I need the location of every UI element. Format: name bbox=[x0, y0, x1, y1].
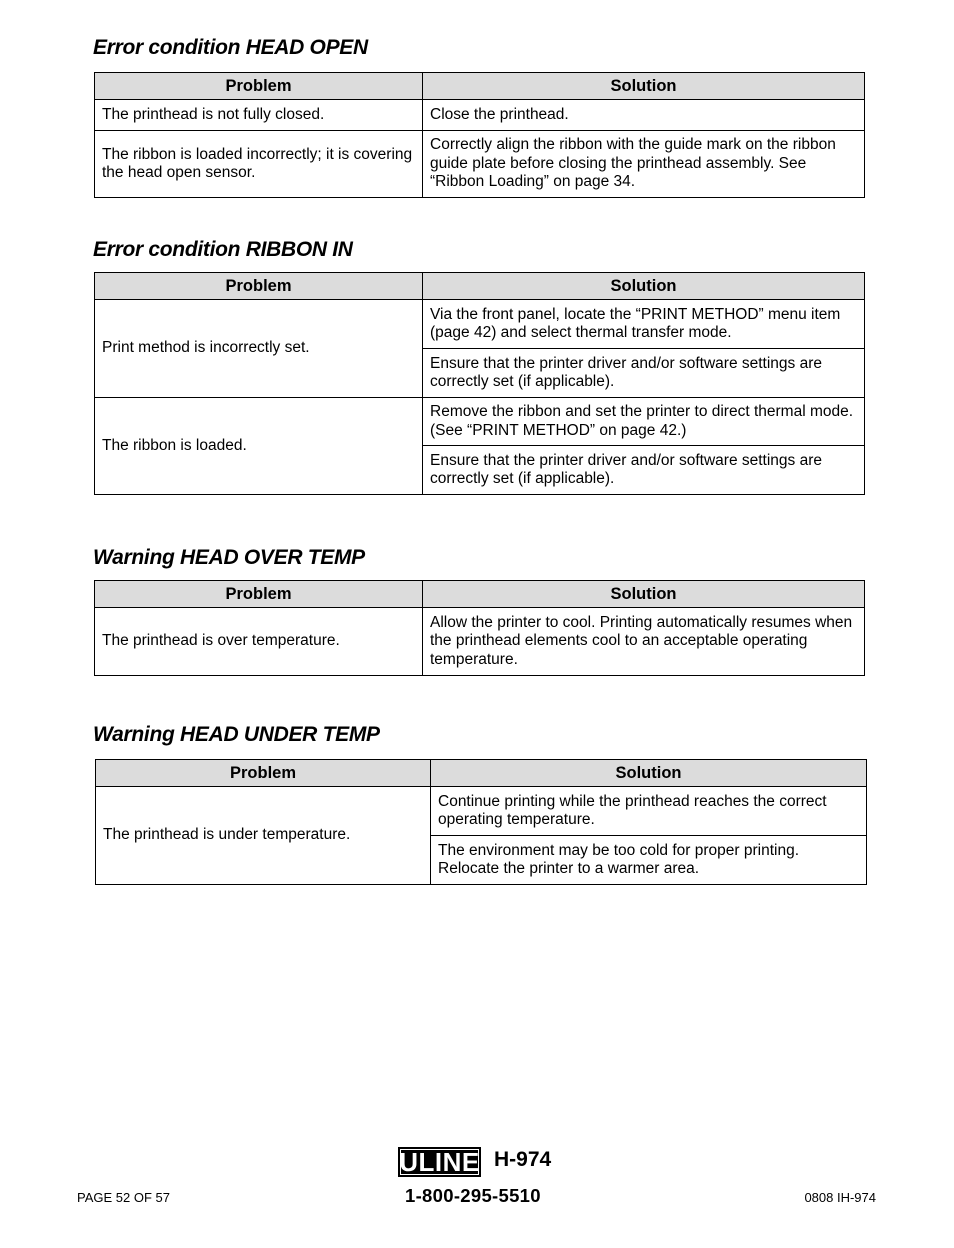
uline-logo: ULINE bbox=[399, 1147, 480, 1177]
table-row bbox=[95, 131, 865, 198]
problem-cell: The ribbon is loaded incorrectly; it is covering the head open sensor. bbox=[95, 131, 423, 198]
solution-cell: Allow the printer to cool. Printing automatically resumes when the printhead elements cool to an acceptable operating temperature. bbox=[423, 608, 865, 676]
problem-cell: The printhead is over temperature. bbox=[95, 608, 423, 676]
problem-header: Problem bbox=[95, 581, 423, 608]
problem-header: Problem bbox=[95, 273, 423, 300]
solution-cell: Ensure that the printer driver and/or software settings are correctly set (if applicable). bbox=[423, 446, 865, 495]
problem-header: Problem bbox=[96, 760, 431, 787]
table-head-over-temp bbox=[94, 580, 865, 676]
table-row bbox=[95, 100, 865, 131]
problem-cell: Print method is incorrectly set. bbox=[95, 300, 423, 398]
solution-cell: Correctly align the ribbon with the guide mark on the ribbon guide plate before closing the printhead assembly. See “Ribbon Loading” on page 34. bbox=[423, 131, 865, 198]
phone-number: 1-800-295-5510 bbox=[405, 1185, 541, 1206]
solution-cell: Continue printing while the printhead reaches the correct operating temperature. bbox=[431, 787, 867, 836]
table-row bbox=[95, 608, 865, 676]
problem-cell: The printhead is under temperature. bbox=[96, 787, 431, 885]
table-head-under-temp bbox=[95, 759, 867, 885]
problem-cell: The ribbon is loaded. bbox=[95, 398, 423, 495]
page-number: PAGE 52 OF 57 bbox=[77, 1190, 170, 1205]
solution-header: Solution bbox=[431, 760, 867, 787]
problem-header: Problem bbox=[95, 73, 423, 100]
model-number: H-974 bbox=[494, 1148, 552, 1171]
document-code: 0808 IH-974 bbox=[804, 1190, 876, 1205]
table-head-open bbox=[94, 72, 865, 198]
table-row bbox=[95, 398, 865, 446]
solution-header: Solution bbox=[423, 273, 865, 300]
section-title-ribbon-in: Error condition RIBBON IN bbox=[93, 238, 353, 261]
problem-cell: The printhead is not fully closed. bbox=[95, 100, 423, 131]
solution-cell: Ensure that the printer driver and/or software settings are correctly set (if applicable). bbox=[423, 349, 865, 398]
table-row bbox=[96, 787, 867, 836]
solution-header: Solution bbox=[423, 73, 865, 100]
section-title-head-open: Error condition HEAD OPEN bbox=[93, 36, 368, 59]
table-ribbon-in bbox=[94, 272, 865, 495]
solution-cell: Via the front panel, locate the “PRINT METHOD” menu item (page 42) and select thermal transfer mode. bbox=[423, 300, 865, 349]
section-title-head-over-temp: Warning HEAD OVER TEMP bbox=[93, 546, 365, 569]
solution-cell: The environment may be too cold for proper printing. Relocate the printer to a warmer area. bbox=[431, 836, 867, 885]
solution-cell: Close the printhead. bbox=[423, 100, 865, 131]
table-row bbox=[95, 300, 865, 349]
solution-header: Solution bbox=[423, 581, 865, 608]
section-title-head-under-temp: Warning HEAD UNDER TEMP bbox=[93, 723, 380, 746]
solution-cell: Remove the ribbon and set the printer to direct thermal mode. (See “PRINT METHOD” on page 42.) bbox=[423, 398, 865, 446]
